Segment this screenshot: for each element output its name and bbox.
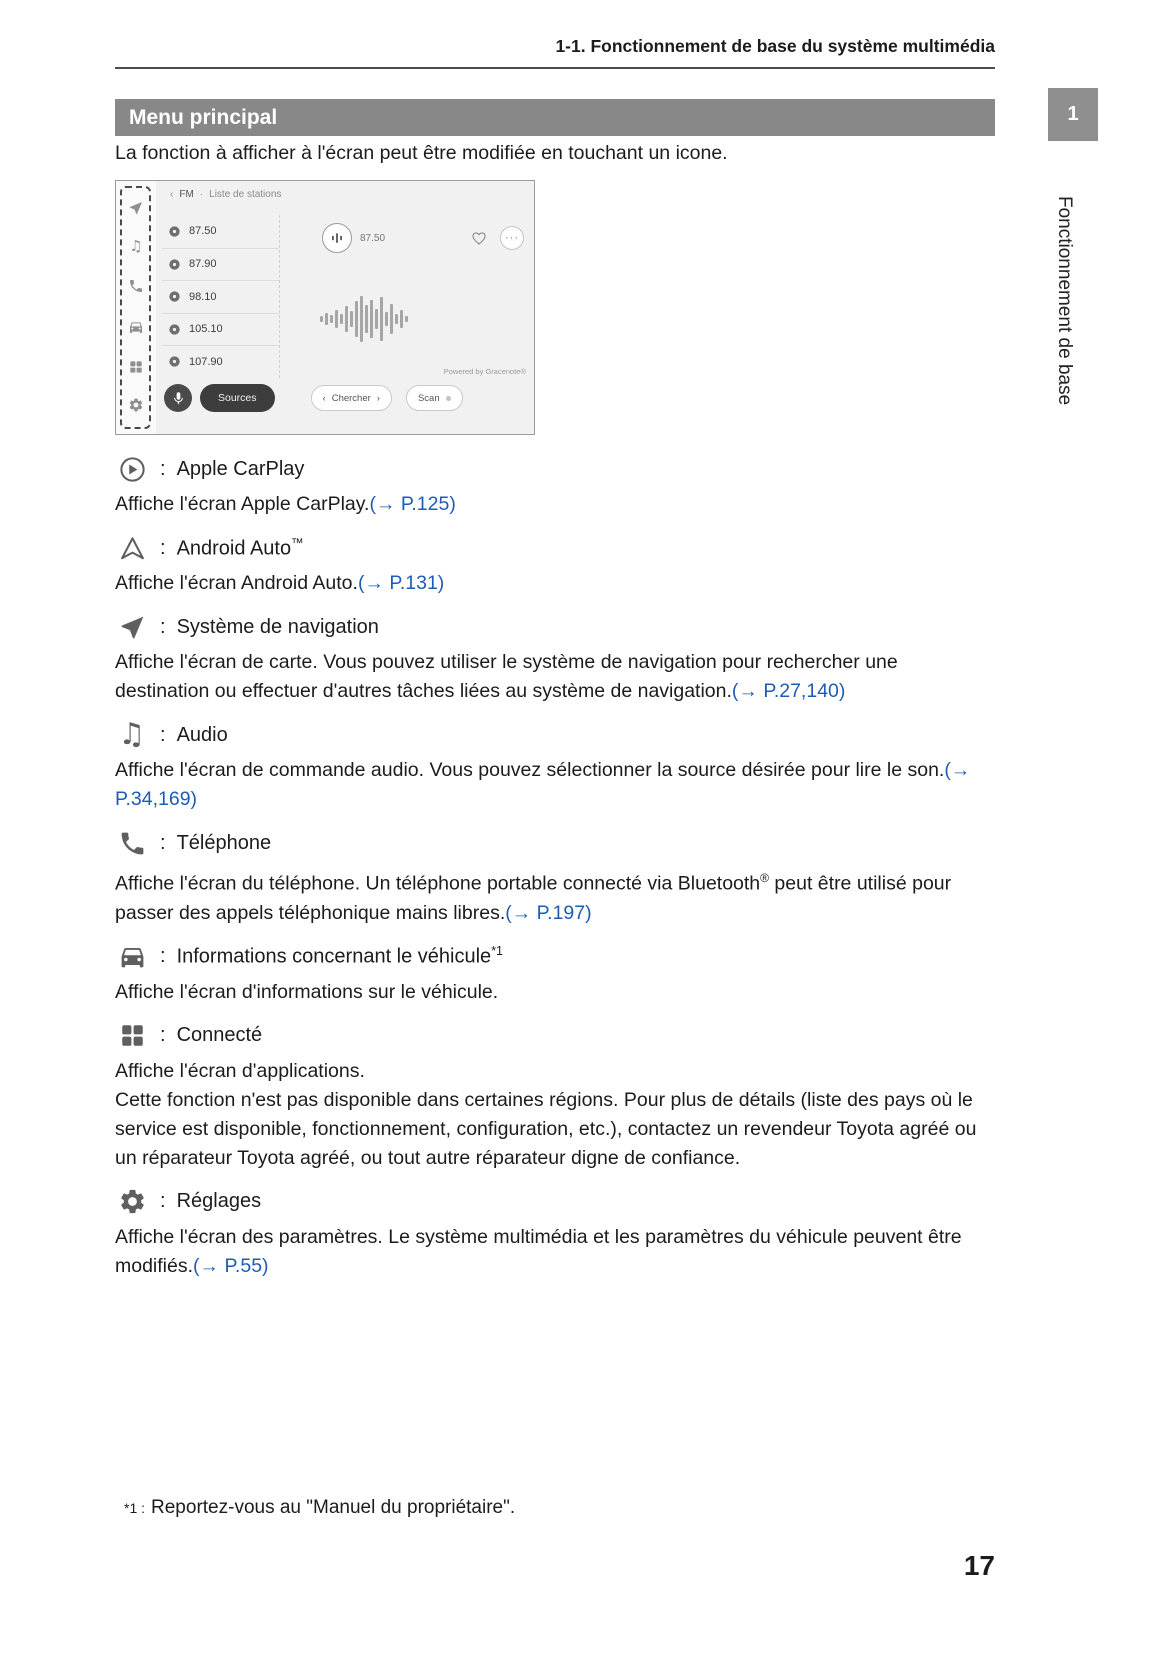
colon-separator: : bbox=[160, 1190, 166, 1212]
menu-item-label: Audio bbox=[176, 723, 228, 746]
menu-item-label: Réglages bbox=[176, 1190, 262, 1212]
station-icon bbox=[168, 225, 181, 238]
radio-band: FM bbox=[179, 189, 194, 200]
description-text: Affiche l'écran des paramètres. Le système multimédia et les paramètres du véhicule peuvent être modifiés. bbox=[115, 1225, 962, 1277]
station-row bbox=[162, 215, 279, 248]
station-frequency: 87.90 bbox=[189, 258, 217, 271]
chevron-left-icon: ‹ bbox=[322, 392, 326, 404]
now-playing-frequency: 87.50 bbox=[360, 232, 386, 244]
section-title-banner: Menu principal bbox=[115, 99, 995, 136]
sources-button: Sources bbox=[200, 384, 275, 412]
page-reference-link[interactable]: (→ P.125) bbox=[369, 493, 456, 515]
radio-screen bbox=[156, 181, 534, 434]
station-frequency: 87.50 bbox=[189, 225, 217, 238]
apple-carplay-icon bbox=[115, 453, 149, 485]
page-reference-link[interactable]: (→ P.55) bbox=[193, 1254, 269, 1277]
colon-separator: : bbox=[160, 1024, 166, 1046]
menu-item-label-sup: ™ bbox=[291, 535, 304, 550]
now-playing-row bbox=[322, 223, 524, 253]
audio-icon: ♫ bbox=[118, 717, 146, 752]
menu-item-description bbox=[115, 978, 995, 1007]
menu-item bbox=[115, 718, 995, 814]
menu-item-header bbox=[115, 940, 995, 974]
menu-item-title bbox=[177, 536, 304, 561]
menu-item bbox=[115, 531, 995, 598]
audio-waveform bbox=[320, 293, 412, 345]
navigation-icon bbox=[128, 200, 144, 216]
menu-item-header bbox=[115, 531, 995, 565]
settings-icon bbox=[115, 1186, 149, 1218]
description-text: peut être utilisé pour passer des appels téléphonique mains libres. bbox=[115, 872, 952, 924]
menu-item-header bbox=[115, 610, 995, 644]
menu-item-label: Téléphone bbox=[176, 831, 272, 854]
menu-item-description bbox=[115, 490, 995, 519]
menu-item-label: Connecté bbox=[176, 1024, 263, 1046]
multimedia-screenshot bbox=[115, 180, 535, 435]
colon-separator: : bbox=[160, 615, 166, 638]
footnote-marker: *1 : bbox=[124, 1500, 146, 1516]
station-frequency: 107.90 bbox=[189, 355, 223, 368]
scan-button bbox=[406, 385, 463, 411]
menu-items bbox=[115, 452, 995, 1293]
colon-separator: : bbox=[160, 723, 166, 746]
station-list bbox=[162, 215, 280, 378]
station-icon bbox=[168, 258, 181, 271]
menu-item-title bbox=[177, 832, 272, 855]
menu-item-description bbox=[115, 648, 995, 706]
now-playing-icon bbox=[322, 223, 352, 253]
menu-item-label: Apple CarPlay bbox=[176, 457, 305, 480]
station-frequency: 98.10 bbox=[189, 290, 217, 303]
menu-item bbox=[115, 1019, 995, 1173]
station-icon bbox=[168, 355, 181, 368]
audio-icon: ♫ bbox=[129, 236, 143, 255]
station-icon bbox=[168, 290, 181, 303]
station-row bbox=[162, 313, 279, 346]
menu-item-title bbox=[177, 458, 305, 481]
description-text: Affiche l'écran de commande audio. Vous pouvez sélectionner la source désirée pour lire le son. bbox=[115, 759, 945, 781]
description-text: Cette fonction n'est pas disponible dans certaines régions. Pour plus de détails (liste des pays où le service est disponible, fonctionnement, configuration, etc.), contactez un revendeur Toyota agréé ou un réparateur Toyota agréé, ou tout autre réparateur digne de confiance. bbox=[115, 1088, 977, 1169]
more-options-button: ··· bbox=[500, 226, 524, 250]
microphone-button bbox=[164, 384, 192, 412]
menu-item bbox=[115, 610, 995, 706]
phone-icon bbox=[115, 827, 149, 859]
menu-item-description bbox=[115, 1223, 995, 1281]
navigation-icon bbox=[115, 611, 149, 643]
chapter-side-label bbox=[1049, 196, 1079, 476]
apps-grid-icon bbox=[128, 359, 144, 375]
favorite-icon bbox=[470, 229, 488, 247]
page-reference-link[interactable]: (→ P.197) bbox=[505, 901, 592, 924]
menu-item bbox=[115, 826, 995, 928]
menu-item-header bbox=[115, 718, 995, 752]
menu-item-title bbox=[177, 1190, 262, 1213]
menu-item-description bbox=[115, 864, 995, 928]
menu-item-description bbox=[115, 569, 995, 598]
menu-item-label: Informations concernant le véhicule bbox=[176, 945, 492, 968]
menu-item-title bbox=[177, 724, 228, 747]
menu-item bbox=[115, 940, 995, 1007]
menu-item bbox=[115, 1185, 995, 1281]
chapter-tab: 1 bbox=[1048, 88, 1098, 141]
station-frequency: 105.10 bbox=[189, 323, 223, 336]
station-icon bbox=[168, 323, 181, 336]
menu-item-title bbox=[177, 944, 503, 969]
radio-header bbox=[170, 189, 281, 200]
menu-item-label: Android Auto bbox=[176, 537, 292, 560]
android-auto-icon bbox=[115, 532, 149, 564]
station-list-title: Liste de stations bbox=[209, 189, 282, 200]
menu-item-header bbox=[115, 452, 995, 486]
page-reference-link[interactable]: (→ P.27,140) bbox=[731, 680, 846, 702]
page-number: 17 bbox=[963, 1550, 995, 1581]
connected-icon bbox=[115, 1020, 149, 1052]
menu-item-header bbox=[115, 1185, 995, 1219]
scan-indicator-dot bbox=[446, 396, 451, 401]
section-intro: La fonction à afficher à l'écran peut être modifiée en touchant un icone. bbox=[115, 142, 728, 164]
back-icon: ‹ bbox=[170, 189, 174, 200]
seek-label: Chercher bbox=[331, 392, 371, 404]
description-text: Affiche l'écran Apple CarPlay. bbox=[115, 493, 370, 515]
page-reference-link[interactable]: (→ P.131) bbox=[357, 572, 445, 594]
registered-mark: ® bbox=[760, 871, 770, 885]
chapter-side-label-text: Fonctionnement de base bbox=[1054, 196, 1075, 406]
screenshot-sidebar bbox=[116, 181, 156, 434]
description-text: Affiche l'écran du téléphone. Un téléphone portable connecté via Bluetooth bbox=[115, 872, 761, 895]
menu-item-label: Système de navigation bbox=[176, 615, 379, 638]
menu-item-label-sup: *1 bbox=[491, 944, 504, 959]
page-reference-link[interactable]: (→ P.34,169) bbox=[115, 759, 971, 810]
menu-item-description bbox=[115, 1057, 995, 1086]
menu-item-description bbox=[115, 1086, 995, 1173]
station-row bbox=[162, 280, 279, 313]
menu-item-header bbox=[115, 826, 995, 860]
colon-separator: : bbox=[160, 831, 166, 854]
icon-area-dashed-outline bbox=[120, 186, 151, 429]
seek-button bbox=[311, 385, 392, 411]
description-text: Affiche l'écran d'applications. bbox=[115, 1059, 365, 1082]
footnote-text: Reportez-vous au "Manuel du propriétaire". bbox=[151, 1497, 516, 1518]
menu-item-title bbox=[177, 1024, 263, 1047]
menu-item bbox=[115, 452, 995, 519]
description-text: Affiche l'écran d'informations sur le véhicule. bbox=[115, 980, 499, 1003]
menu-item-title bbox=[177, 616, 379, 639]
settings-icon bbox=[128, 397, 144, 413]
menu-item-header bbox=[115, 1019, 995, 1053]
page-header: 1-1. Fonctionnement de base du système multimédia bbox=[555, 36, 995, 56]
colon-separator: : bbox=[160, 457, 166, 480]
footnote bbox=[124, 1497, 515, 1519]
description-text: Affiche l'écran Android Auto. bbox=[115, 572, 358, 594]
vehicle-info-icon bbox=[128, 319, 144, 335]
separator-dot: · bbox=[199, 189, 204, 200]
gracenote-credit: Powered by Gracenote® bbox=[443, 367, 526, 376]
station-row bbox=[162, 345, 279, 378]
station-row bbox=[162, 248, 279, 281]
vehicle-info-icon bbox=[115, 941, 149, 973]
description-text: Affiche l'écran de carte. Vous pouvez utiliser le système de navigation pour rechercher une destination ou effectuer d'autres tâches liées au système de navigation. bbox=[115, 651, 898, 702]
phone-icon bbox=[128, 278, 144, 294]
radio-controls bbox=[164, 383, 528, 413]
colon-separator: : bbox=[160, 536, 166, 559]
scan-label: Scan bbox=[417, 392, 440, 404]
colon-separator: : bbox=[160, 945, 166, 967]
header-rule bbox=[115, 67, 995, 69]
chevron-right-icon: › bbox=[376, 392, 380, 404]
menu-item-description bbox=[115, 756, 995, 814]
